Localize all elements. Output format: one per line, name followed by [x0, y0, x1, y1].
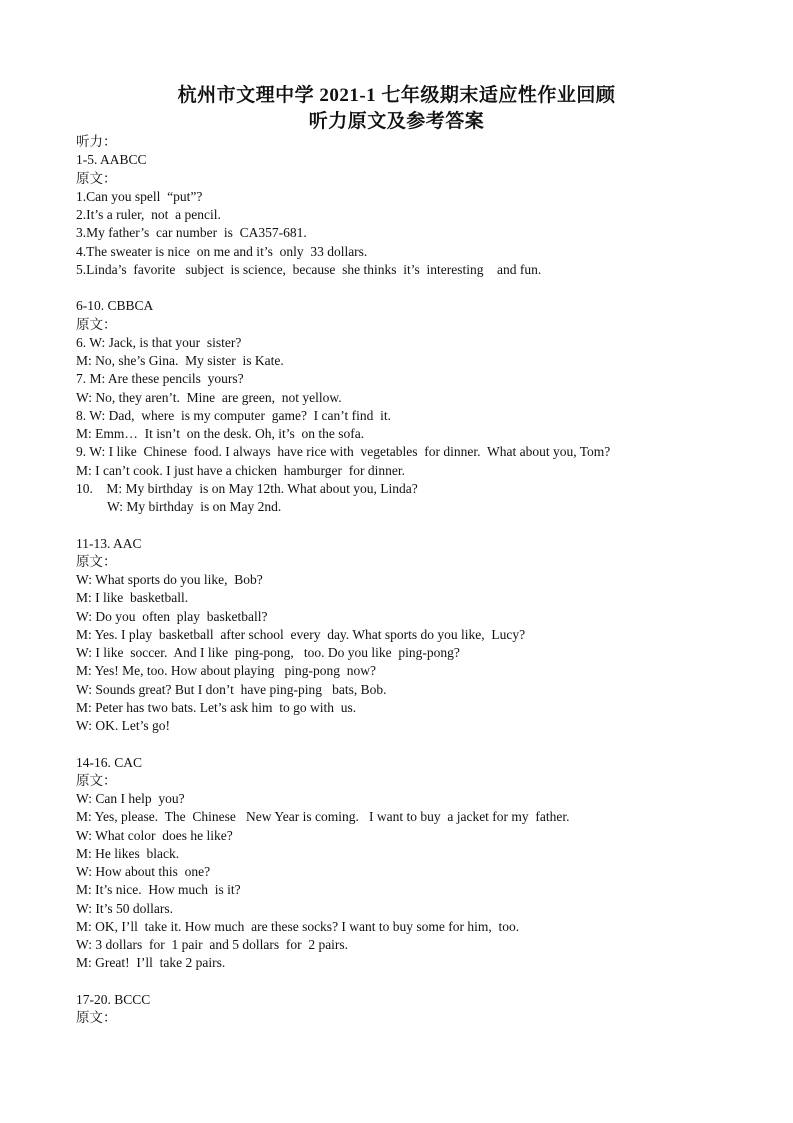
transcript-line: W: 3 dollars for 1 pair and 5 dollars for 2 pairs. [76, 937, 349, 952]
transcript-line: M: I like basketball. [76, 590, 189, 606]
transcript-line: W: Can I help you? [76, 791, 185, 806]
transcript-line: W: Sounds great? But I don’t have ping-ping bats, Bob. [76, 681, 387, 697]
transcript-line: M: He likes black. [76, 845, 180, 861]
transcript-line: W: How about this one? [76, 864, 211, 879]
transcript-label: 原文： [76, 1010, 117, 1025]
answer-key: 17-20. BCCC [76, 991, 151, 1007]
block-spacer [76, 279, 776, 297]
transcript-line: M: Emm… It isn’t on the desk. Oh, it’s on the sofa. [76, 426, 365, 441]
answer-key: 14-16. CAC [76, 754, 143, 770]
answer-key: 6-10. CBBCA [76, 298, 154, 314]
transcript-line: M: It’s nice. How much is it? [76, 882, 241, 898]
transcript-line: M: Yes. I play basketball after school every day. What sports do you like, Lucy? [76, 626, 526, 642]
transcript-line: 6. W: Jack, is that your sister? [76, 334, 242, 350]
transcript-line: W: Do you often play basketball? [76, 608, 268, 624]
answer-block [76, 535, 776, 736]
transcript-line: M: Yes! Me, too. How about playing ping-pong now? [76, 663, 376, 679]
transcript-line: M: I can’t cook. I just have a chicken hamburger for dinner. [76, 462, 406, 478]
transcript-line: M: OK, I’ll take it. How much are these socks? I want to buy some for him, too. [76, 918, 520, 934]
transcript-line: M: Peter has two bats. Let’s ask him to go with us. [76, 699, 357, 715]
answer-key: 11-13. AAC [76, 535, 142, 551]
transcript-line: M: No, she’s Gina. My sister is Kate. [76, 353, 284, 368]
document-subtitle: 听力原文及参考答案 [308, 111, 485, 132]
transcript-line: 8. W: Dad, where is my computer game? I can’t find it. [76, 407, 392, 423]
document-title: 杭州市文理中学 2021-1 七年级期末适应性作业回顾 [177, 85, 616, 106]
transcript-line: W: What color does he like? [76, 827, 233, 843]
transcript-label: 原文： [76, 170, 117, 186]
transcript-label: 原文： [76, 316, 117, 332]
transcript-line: 3.My father’s car number is CA357-681. [76, 225, 307, 241]
transcript-line: 2.It’s a ruler, not a pencil. [76, 207, 221, 222]
transcript-line: W: No, they aren’t. Mine are green, not yellow. [76, 389, 342, 405]
block-spacer [76, 973, 776, 991]
transcript-line: W: I like soccer. And I like ping-pong, too. Do you like ping-pong? [76, 645, 460, 660]
transcript-line: 5.Linda’s favorite subject is science, because she thinks it’s interesting and fun. [76, 261, 542, 277]
transcript-line: W: What sports do you like, Bob? [76, 572, 263, 587]
transcript-line: W: It’s 50 dollars. [76, 900, 173, 916]
transcript-line: 1.Can you spell “put”? [76, 188, 203, 204]
transcript-line: M: Great! I’ll take 2 pairs. [76, 955, 226, 971]
transcript-line: W: OK. Let’s go! [76, 718, 170, 733]
transcript-line: 10. M: My birthday is on May 12th. What about you, Linda? [76, 480, 418, 496]
document-body [76, 133, 776, 1027]
section-label: 听力： [76, 134, 117, 149]
block-spacer [76, 735, 776, 753]
answer-block [76, 754, 776, 973]
answer-block [76, 151, 776, 279]
block-spacer [76, 516, 776, 534]
answer-key: 1-5. AABCC [76, 152, 147, 168]
transcript-line: W: My birthday is on May 2nd. [107, 499, 282, 514]
transcript-line: M: Yes, please. The Chinese New Year is coming. I want to buy a jacket for my father. [76, 809, 570, 825]
transcript-line: 9. W: I like Chinese food. I always have rice with vegetables for dinner. What about you, Tom? [76, 444, 611, 460]
transcript-line: 4.The sweater is nice on me and it’s only 33 dollars. [76, 243, 368, 259]
transcript-label: 原文： [76, 772, 117, 788]
answer-block [76, 991, 776, 1028]
transcript-line: 7. M: Are these pencils yours? [76, 371, 244, 387]
transcript-label: 原文： [76, 553, 117, 569]
answer-block [76, 297, 776, 516]
